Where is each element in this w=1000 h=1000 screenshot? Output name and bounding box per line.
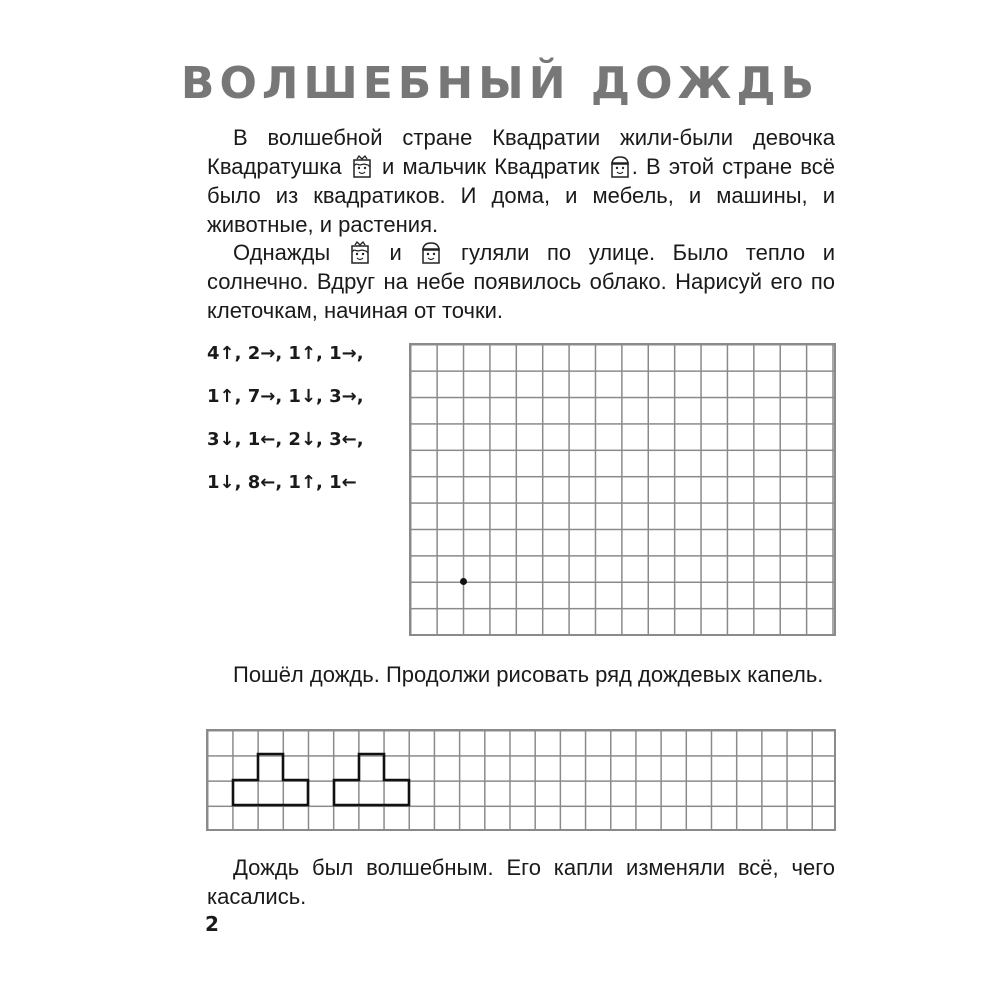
kvadratushka-face-icon [350, 241, 370, 265]
command-line: 1↑, 7→, 1↓, 3→, [207, 386, 364, 407]
walk-text-1: Однажды [233, 240, 331, 265]
intro-text-1: В волшебной стране Квадратии жили-были девочка Квадратушка [207, 125, 835, 179]
raindrop-shape [233, 754, 308, 805]
intro-text-3: . В этой стране всё было из квадратиков. И дома, и мебель, и машины, и животные, и растения. [207, 154, 835, 237]
command-line: 3↓, 1←, 2↓, 3←, [207, 429, 364, 450]
walk-text-2: и [389, 240, 402, 265]
walk-paragraph [207, 238, 835, 325]
command-line: 4↑, 2→, 1↑, 1→, [207, 343, 364, 364]
raindrop-shape [334, 754, 409, 805]
kvadratik-face-icon [610, 155, 630, 179]
kvadratushka-face-icon [352, 155, 372, 179]
page-number: 2 [205, 912, 219, 936]
intro-paragraph [207, 123, 835, 239]
cloud-drawing-grid[interactable] [409, 343, 836, 636]
intro-text-2: и мальчик Квадратик [382, 154, 600, 179]
kvadratik-face-icon [421, 241, 441, 265]
drawing-commands [207, 340, 407, 512]
rain-paragraph: Пошёл дождь. Продолжи рисовать ряд дождевых капель. [233, 662, 824, 687]
command-line: 1↓, 8←, 1↑, 1← [207, 472, 357, 493]
page-title: ВОЛШЕБНЫЙ ДОЖДЬ [180, 58, 820, 109]
walk-text-3: гуляли по улице. Было тепло и солнечно. Вдруг на небе появилось облако. Нарисуй его по клеточкам, начиная от точки. [207, 240, 835, 323]
raindrop-pattern [206, 729, 836, 831]
start-dot [460, 578, 467, 585]
magic-rain-paragraph: Дождь был волшебным. Его капли изменяли всё, чего касались. [207, 855, 835, 909]
